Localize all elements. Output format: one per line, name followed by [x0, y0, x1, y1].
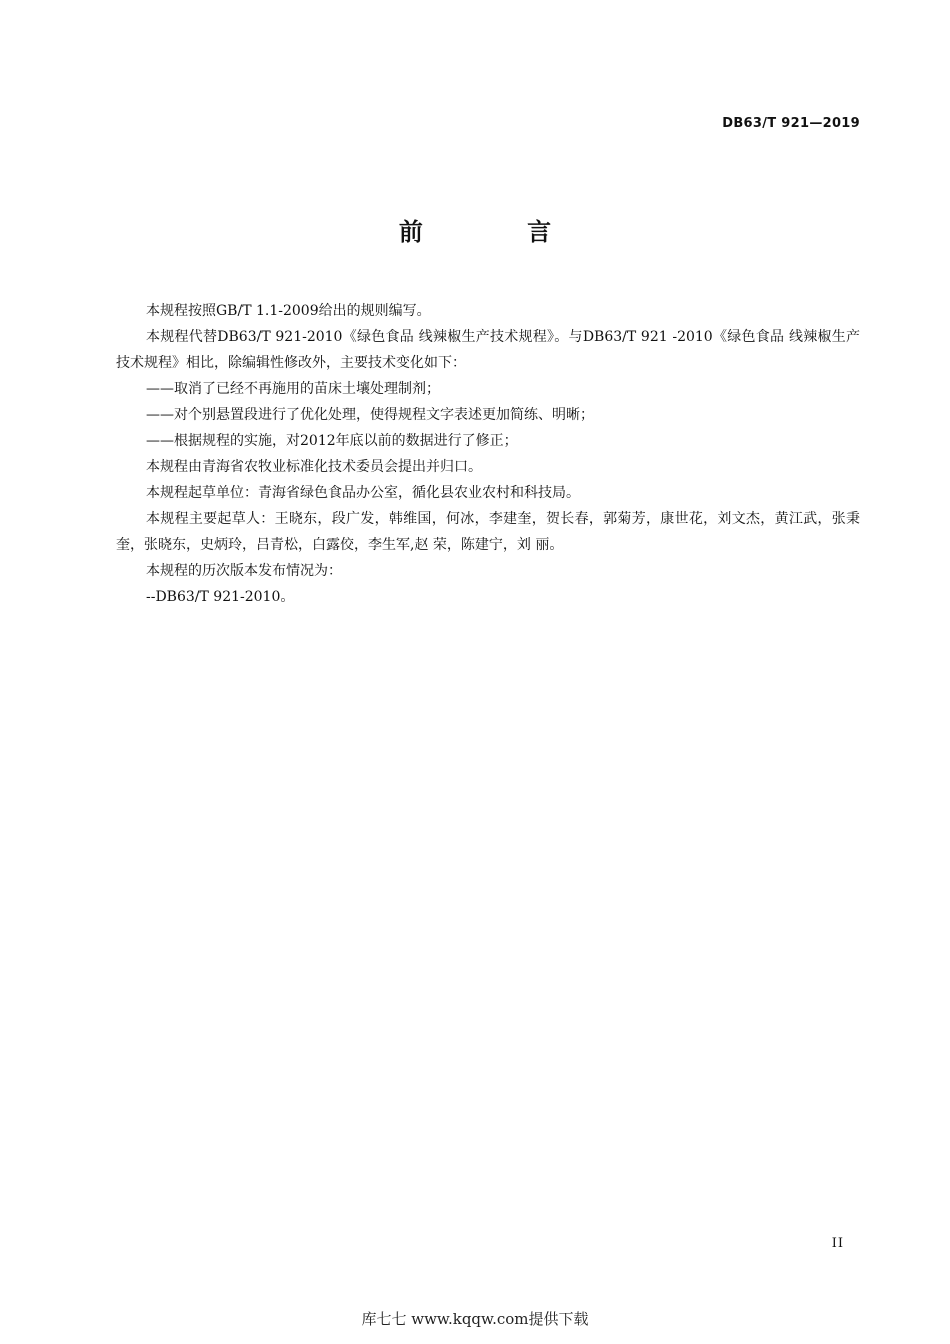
paragraph-change-3: ——根据规程的实施，对2012年底以前的数据进行了修正；	[146, 433, 518, 449]
paragraph-proposer: 本规程由青海省农牧业标准化技术委员会提出并归口。	[146, 459, 482, 475]
paragraph-drafters: 本规程主要起草人：王晓东，段广发，韩维国，何冰，李建奎，贺长春，郭菊芳，康世花，刘文杰，黄江武，张秉奎，张晓东，史炳玲，吕青松，白露佼，李生军,赵 荣，陈建宁，刘 丽。	[116, 511, 860, 553]
paragraph-basis: 本规程按照GB/T 1.1-2009给出的规则编写。	[146, 303, 431, 319]
paragraph-change-2: ——对个别悬置段进行了优化处理，使得规程文字表述更加简练、明晰；	[146, 407, 594, 423]
paragraph-history-intro: 本规程的历次版本发布情况为：	[146, 563, 342, 579]
paragraph-drafting-units: 本规程起草单位：青海省绿色食品办公室，循化县农业农村和科技局。	[146, 485, 580, 501]
paragraph-change-1: ——取消了已经不再施用的苗床土壤处理制剂；	[146, 381, 440, 397]
page-title: 前 言	[398, 218, 600, 246]
paragraph-replacement: 本规程代替DB63/T 921-2010《绿色食品 线辣椒生产技术规程》。与DB63/T 921 -2010《绿色食品 线辣椒生产技术规程》相比，除编辑性修改外，主要技术变化如下：	[116, 329, 860, 371]
document-code: DB63/T 921—2019	[722, 116, 860, 131]
page-number: II	[831, 1236, 844, 1251]
body-text	[116, 298, 860, 610]
paragraph-history-item: --DB63/T 921-2010。	[146, 589, 295, 605]
download-watermark: 库七七 www.kqqw.com提供下载	[361, 1310, 589, 1328]
